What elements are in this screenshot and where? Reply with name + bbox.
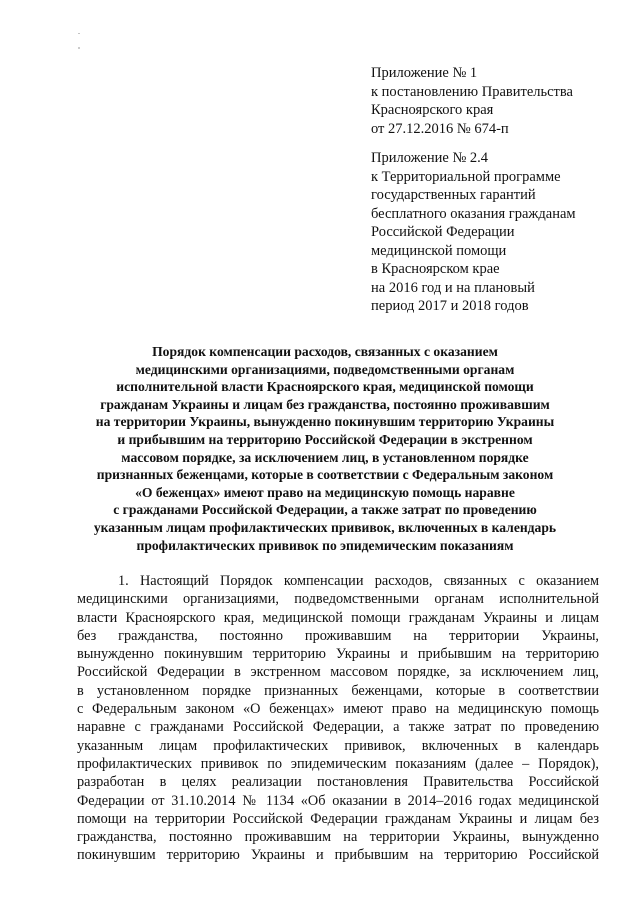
appendix-2-line: медицинской помощи <box>371 242 507 259</box>
body-line: гражданства, постоянно проживавшим на территории Украины, вынужденно <box>77 829 599 846</box>
title-line: и прибывшим на территорию Российской Федерации в экстренном <box>117 431 533 447</box>
body-line: власти Красноярского края, медицинской помощи гражданам Украины и лицам <box>77 609 599 626</box>
body-line: наравне с гражданами Российской Федерации, а также затрат по проведению <box>77 719 599 736</box>
appendix-2-line: Приложение № 2.4 <box>371 150 489 166</box>
document-title <box>60 343 590 554</box>
body-line: 1. Настоящий Порядок компенсации расходов, связанных с оказанием <box>118 573 599 589</box>
title-line: «О беженцах» имеют право на медицинскую помощь наравне <box>135 484 515 500</box>
appendix-2-line: на 2016 год и на плановый <box>371 279 535 296</box>
body-line: медицинскими организациями, подведомственными органам исполнительной <box>77 591 599 608</box>
appendix-2-line: к Территориальной программе <box>371 168 561 185</box>
title-line: на территории Украины, вынужденно покинувшим территорию Украины <box>95 414 555 430</box>
body-line: разработан в целях реализации постановления Правительства Российской <box>77 774 599 791</box>
appendix-2-line: бесплатного оказания гражданам <box>371 205 576 222</box>
body-line: в установленном порядке признанных беженцами, которые в соответствии <box>77 682 599 699</box>
scan-speck <box>78 47 80 49</box>
title-line: гражданам Украины и лицам без гражданства, постоянно проживавшим <box>100 396 550 412</box>
body-line: профилактических прививок по эпидемическим показаниям (далее – Порядок), <box>77 755 599 772</box>
appendix-1-line: к постановлению Правительства <box>371 83 573 100</box>
title-line: исполнительной власти Красноярского края, медицинской помощи <box>116 379 534 395</box>
appendix-2-line: период 2017 и 2018 годов <box>371 298 529 314</box>
title-line: указанным лицам профилактических прививок, включенных в календарь <box>93 519 557 535</box>
appendix-1-header <box>371 64 573 138</box>
body-line: указанным лицам профилактических прививок, включенных в календарь <box>77 737 599 754</box>
body-line: помощи на территории Российской Федерации гражданам Украины и лицам без <box>77 810 599 827</box>
scan-speck <box>78 33 80 34</box>
appendix-1-line: Красноярского края <box>371 102 494 118</box>
body-line: Российской Федерации в экстренном массовом порядке, за исключением лиц, <box>77 664 599 681</box>
body-paragraph <box>77 572 599 865</box>
appendix-2-4-header <box>371 149 576 316</box>
appendix-2-line: государственных гарантий <box>371 187 536 203</box>
body-line: покинувшим территорию Украины и прибывшим на территорию Российской <box>77 847 599 864</box>
body-line: с Федеральным законом «О беженцах» имеют право на медицинскую помощь <box>77 701 599 718</box>
title-line: массовом порядке, за исключением лиц, в установленном порядке <box>121 449 529 465</box>
body-line: Федерации от 31.10.2014 № 1134 «Об оказании в 2014–2016 годах медицинской <box>77 792 599 809</box>
title-line: Порядок компенсации расходов, связанных с оказанием <box>152 344 498 359</box>
title-line: с гражданами Российской Федерации, а также затрат по проведению <box>113 502 537 518</box>
appendix-2-line: в Красноярском крае <box>371 261 500 277</box>
appendix-1-line: от 27.12.2016 № 674-п <box>371 120 509 137</box>
title-line: профилактических прививок по эпидемическим показаниям <box>136 537 514 553</box>
title-line: признанных беженцами, которые в соответствии с Федеральным законом <box>96 467 554 483</box>
body-line: вынужденно покинувшим территорию Украины и прибывшим на территорию <box>77 646 599 663</box>
appendix-1-line: Приложение № 1 <box>371 65 478 81</box>
body-line: без гражданства, постоянно проживавшим на территории Украины, <box>77 627 599 644</box>
appendix-2-line: Российской Федерации <box>371 224 515 240</box>
title-line: медицинскими организациями, подведомственными органам <box>135 361 515 377</box>
